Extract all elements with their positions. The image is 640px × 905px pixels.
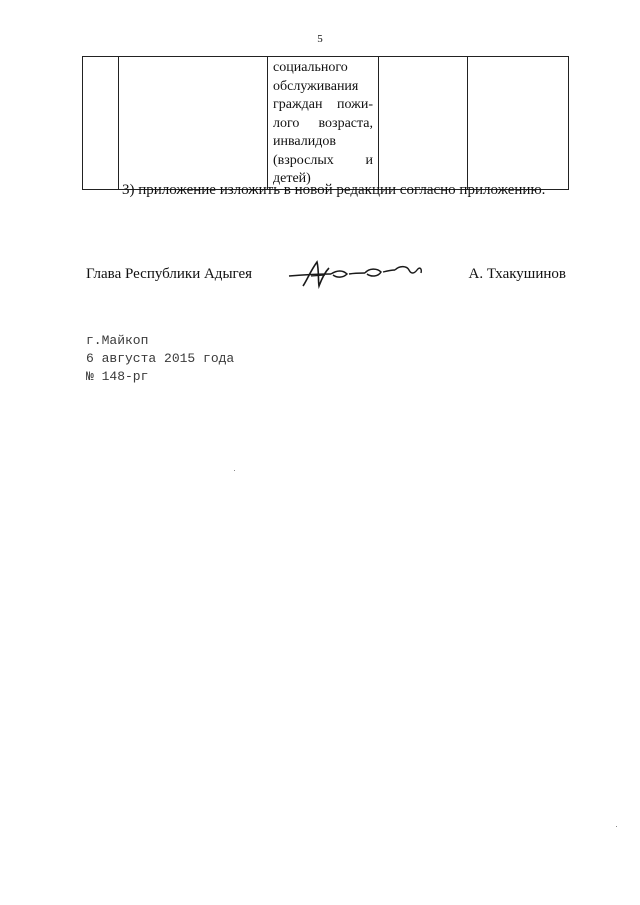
cell-line: инвалидов (273, 134, 336, 149)
cell-line: детей) (273, 171, 311, 186)
issuance-number: № 148-рг (86, 369, 149, 384)
issuance-city: г.Майкоп (86, 333, 149, 348)
table-cell-name (119, 57, 268, 190)
issuance-details (86, 332, 234, 386)
cell-line: лого возраста, (273, 115, 373, 131)
table-cell-organization (268, 57, 379, 190)
item-3-paragraph: 3) приложение изложить в новой редакции согласно приложению. (122, 182, 546, 198)
table-cell-number (83, 57, 119, 190)
scan-speck (234, 470, 235, 471)
table-row (83, 57, 569, 190)
cell-text (268, 57, 378, 189)
table-cell-empty (379, 57, 468, 190)
signature-block (86, 264, 566, 288)
issuance-date: 6 августа 2015 года (86, 351, 235, 366)
cell-line: социального (273, 60, 348, 75)
table-cell-empty (468, 57, 569, 190)
cell-line: обслуживания (273, 78, 359, 94)
signatory-title: Глава Республики Адыгея (86, 266, 253, 282)
scan-speck (616, 826, 617, 827)
handwritten-signature (281, 256, 431, 292)
table-fragment (82, 56, 569, 190)
page-number: 5 (317, 33, 323, 45)
cell-line: граждан пожи- (273, 97, 373, 112)
signatory-name: А. Тхакушинов (468, 266, 566, 282)
cell-line: (взрослых и (273, 152, 373, 168)
